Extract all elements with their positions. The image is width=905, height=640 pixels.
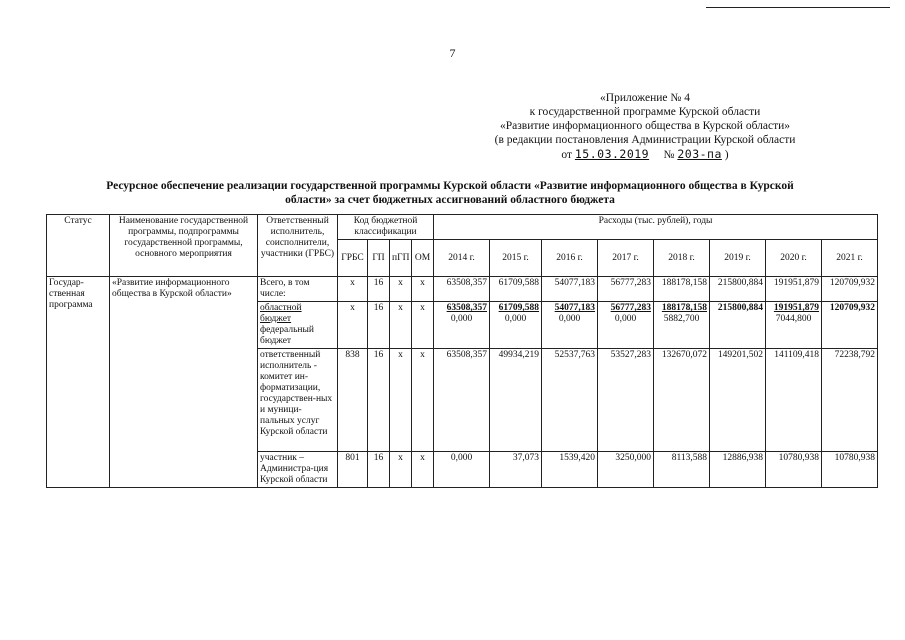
program-name-cell: «Развитие информационного общества в Курской области»: [110, 277, 258, 488]
executor-cell: Всего, в том числе:: [258, 277, 338, 302]
value-cell: 132670,072: [654, 349, 710, 452]
value-cell: 56777,283: [598, 277, 654, 302]
value-regional: 191951,879: [773, 303, 820, 313]
header-expenses-group: Расходы (тыс. рублей), годы: [434, 215, 878, 240]
code-cell: 801: [338, 452, 368, 488]
value-cell: 120709,932: [822, 277, 878, 302]
header-code-pgp: пГП: [390, 240, 412, 277]
value-regional: 56777,283: [610, 303, 652, 313]
value-regional: 120709,932: [829, 303, 876, 313]
appendix-line-4: (в редакции постановления Администрации Курской области: [494, 134, 796, 146]
document-title: [30, 179, 870, 207]
document-title-line-2: области» за счет бюджетных ассигнований областного бюджета: [285, 194, 615, 206]
value-cell: 10780,938: [766, 452, 822, 488]
resolution-date: 15.03.2019: [574, 147, 650, 161]
page-number: 7: [449, 46, 456, 60]
header-code-grbs: ГРБС: [338, 240, 368, 277]
value-cell: 49934,219: [490, 349, 542, 452]
code-cell: х: [412, 277, 434, 302]
code-cell: 16: [368, 452, 390, 488]
value-cell: [542, 302, 598, 349]
code-cell: х: [412, 452, 434, 488]
code-cell: 16: [368, 349, 390, 452]
top-rule: [706, 7, 890, 8]
appendix-line-1: «Приложение № 4: [600, 92, 690, 104]
value-cell: 63508,357: [434, 277, 490, 302]
value-cell: 53527,283: [598, 349, 654, 452]
value-cell: [822, 302, 878, 349]
code-cell: х: [412, 302, 434, 349]
value-cell: 0,000: [434, 452, 490, 488]
value-regional: 61709,588: [498, 303, 540, 313]
value-cell: 3250,000: [598, 452, 654, 488]
value-federal: 0,000: [558, 314, 581, 324]
value-cell: 37,073: [490, 452, 542, 488]
value-cell: 8113,588: [654, 452, 710, 488]
value-regional: 188178,158: [661, 303, 708, 313]
value-cell: 1539,420: [542, 452, 598, 488]
value-cell: [654, 302, 710, 349]
code-cell: 16: [368, 277, 390, 302]
appendix-line-3: «Развитие информационного общества в Курской области»: [499, 120, 791, 132]
value-federal: 7044,800: [775, 314, 812, 324]
code-cell: х: [338, 302, 368, 349]
appendix-line-2: к государственной программе Курской области: [529, 106, 761, 118]
value-federal: 0,000: [450, 314, 473, 324]
document-title-line-1: Ресурсное обеспечение реализации государственной программы Курской области «Развитие информационного общества в Курской: [106, 180, 794, 192]
value-cell: 12886,938: [710, 452, 766, 488]
executor-federal-budget: федеральный бюджет: [260, 325, 314, 346]
header-status: Статус: [47, 215, 110, 277]
header-year-2015: 2015 г.: [490, 240, 542, 277]
value-federal: 0,000: [614, 314, 637, 324]
status-cell: Государ-ственная программа: [47, 277, 110, 488]
value-cell: 54077,183: [542, 277, 598, 302]
code-cell: х: [390, 452, 412, 488]
resource-table: [46, 214, 878, 488]
resolution-number: 203-па: [677, 147, 722, 161]
code-cell: 16: [368, 302, 390, 349]
close-paren: ): [724, 149, 729, 161]
code-cell: х: [390, 277, 412, 302]
value-cell: 63508,357: [434, 349, 490, 452]
executor-regional-budget: областной бюджет: [260, 303, 302, 324]
value-regional: 63508,357: [446, 303, 488, 313]
header-code-group: Код бюджетной классификации: [338, 215, 434, 240]
value-cell: 215800,884: [710, 277, 766, 302]
value-cell: 72238,792: [822, 349, 878, 452]
executor-cell: [258, 302, 338, 349]
header-code-gp: ГП: [368, 240, 390, 277]
value-cell: 188178,158: [654, 277, 710, 302]
header-year-2017: 2017 г.: [598, 240, 654, 277]
header-year-2018: 2018 г.: [654, 240, 710, 277]
value-federal: 0,000: [504, 314, 527, 324]
header-executor: Ответственный исполнитель, соисполнители, участники (ГРБС): [258, 215, 338, 277]
code-cell: х: [390, 349, 412, 452]
value-cell: 191951,879: [766, 277, 822, 302]
code-cell: 838: [338, 349, 368, 452]
value-cell: 10780,938: [822, 452, 878, 488]
value-federal: 5882,700: [663, 314, 700, 324]
header-year-2019: 2019 г.: [710, 240, 766, 277]
value-cell: [598, 302, 654, 349]
value-cell: [766, 302, 822, 349]
header-year-2021: 2021 г.: [822, 240, 878, 277]
value-cell: [434, 302, 490, 349]
header-year-2016: 2016 г.: [542, 240, 598, 277]
header-year-2020: 2020 г.: [766, 240, 822, 277]
code-cell: х: [338, 277, 368, 302]
value-cell: [490, 302, 542, 349]
appendix-date-row: [440, 147, 850, 162]
number-prefix: №: [663, 149, 675, 161]
header-name: Наименование государственной программы, подпрограммы государственной программы, основного мероприятия: [110, 215, 258, 277]
value-cell: [710, 302, 766, 349]
header-year-2014: 2014 г.: [434, 240, 490, 277]
executor-cell: ответственный исполнитель - комитет ин-форматизации, государствен-ных и муници-пальных услуг Курской области: [258, 349, 338, 452]
date-prefix: от: [561, 149, 572, 161]
value-regional: 215800,884: [717, 303, 764, 313]
appendix-block: [440, 91, 850, 162]
value-cell: 149201,502: [710, 349, 766, 452]
value-cell: 61709,588: [490, 277, 542, 302]
executor-cell: участник – Администра-ция Курской области: [258, 452, 338, 488]
value-regional: 54077,183: [554, 303, 596, 313]
value-cell: 141109,418: [766, 349, 822, 452]
code-cell: х: [390, 302, 412, 349]
value-cell: 52537,763: [542, 349, 598, 452]
code-cell: х: [412, 349, 434, 452]
header-code-om: ОМ: [412, 240, 434, 277]
table-row-total: [47, 277, 878, 302]
